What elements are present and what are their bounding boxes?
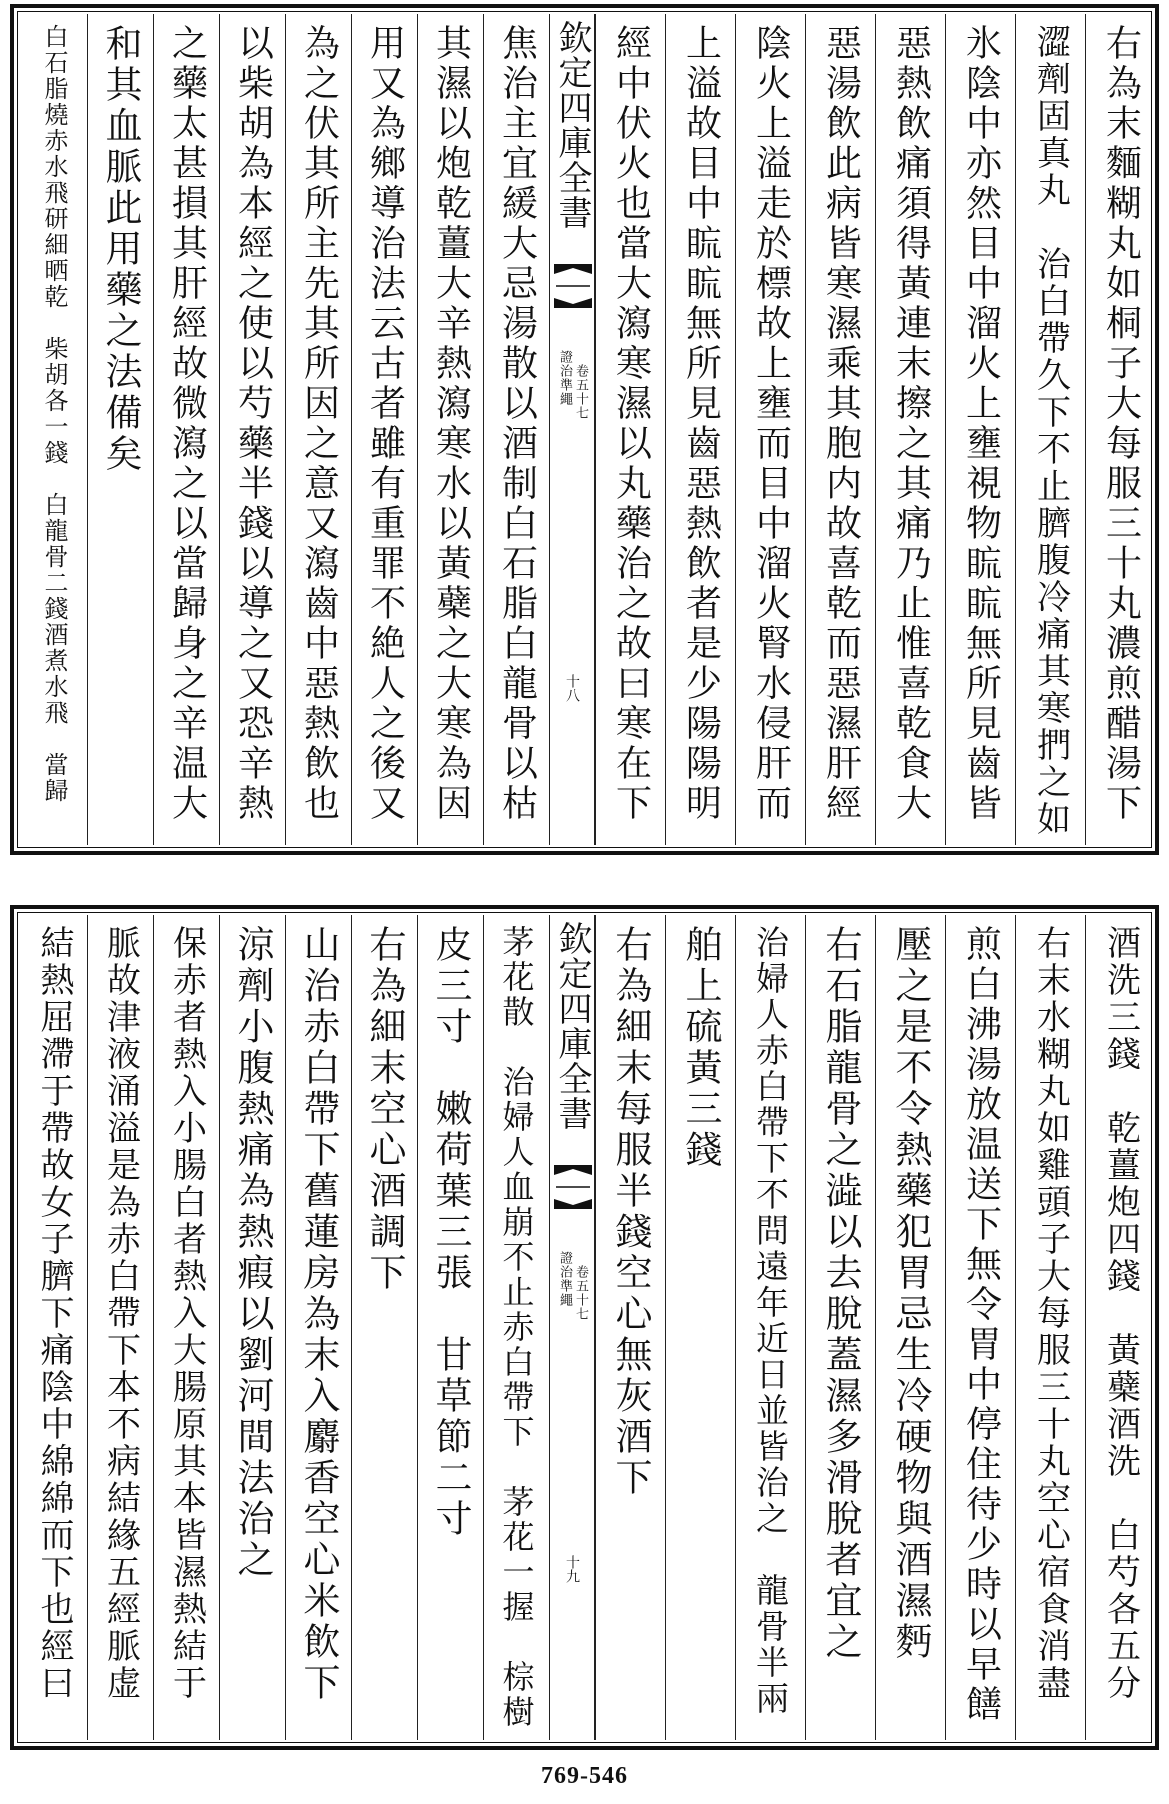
text-column: [153, 14, 219, 845]
column-text: 右石脂龍骨之澁以去脫蓋濕多滑脫者宜之: [819, 925, 862, 1663]
text-column: [735, 915, 805, 1740]
text-column: [735, 14, 805, 845]
column-text: 酒洗三錢 乾薑炮四錢 黃蘗酒洗 白芍各五分: [1100, 925, 1141, 1702]
spine-leaf-number: 十九: [564, 1555, 580, 1583]
text-column: [945, 14, 1015, 845]
column-text: 山治赤白帶下舊蓮房為末入麝香空心米飲下: [297, 925, 340, 1704]
text-column: [1015, 915, 1085, 1740]
text-column: [351, 14, 417, 845]
text-column: [483, 915, 549, 1740]
column-text: 焦治主宜緩大忌湯散以酒制白石脂白龍骨以枯: [496, 24, 538, 824]
bottom-page-columns: [21, 915, 1148, 1740]
column-text: 以柴胡為本經之使以芍藥半錢以導之又恐辛熱: [232, 24, 274, 824]
page-number: 769-546: [541, 1763, 628, 1789]
text-column: [417, 915, 483, 1740]
spine-book-title: 證治準繩: [557, 350, 572, 406]
text-column: [1015, 14, 1085, 845]
column-text: 脈故津液涌溢是為赤白帶下本不病結緣五經脈虚: [100, 925, 141, 1702]
text-column: [875, 915, 945, 1740]
text-column: [219, 915, 285, 1740]
column-text: 之藥太甚損其肝經故微瀉之以當歸身之辛温大: [166, 24, 208, 824]
text-column: [21, 915, 87, 1740]
spine-leaf-number: 十八: [564, 674, 580, 702]
text-column: [417, 14, 483, 845]
fish-tail-mark-icon: [554, 1165, 592, 1209]
top-page-columns: [21, 14, 1148, 845]
text-column: [1085, 14, 1155, 845]
text-column: [153, 915, 219, 1740]
column-text: 上溢故目中䀮䀮無所見齒惡熱飲者是少陽陽明: [680, 24, 722, 824]
column-text: 用又為鄉導治法云古者雖有重罪不絶人之後又: [364, 24, 406, 824]
spine-volume: 卷五十七: [573, 1265, 588, 1321]
column-text: 治婦人赤白帶下不問遠年近日並皆治之 龍骨半兩: [751, 925, 790, 1717]
column-text: 氷陰中亦然目中溜火上壅視物䀮䀮無所見齒皆: [960, 24, 1002, 824]
column-text: 為之伏其所主先其所因之意又瀉齒中惡熱飲也: [298, 24, 340, 824]
column-text: 茅花散 治婦人血崩不止赤白帶下 茅花一握 棕樹: [497, 925, 536, 1730]
fish-tail-mark-icon: [554, 264, 592, 308]
top-book-page: [10, 4, 1159, 855]
spine-book-title: 證治準繩: [557, 1251, 572, 1307]
text-column: [351, 915, 417, 1740]
column-text: 保赤者熱入小腸白者熱入大腸原其本皆濕熱結于: [166, 925, 207, 1702]
bottom-book-page: [10, 905, 1159, 1750]
book-spine: [549, 14, 595, 845]
column-text: 結熱屈滯于帶故女子臍下痛陰中綿綿而下也經曰: [34, 925, 74, 1702]
text-column: [1085, 915, 1155, 1740]
column-text: 惡熱飲痛須得黃連末擦之其痛乃止惟喜乾食大: [890, 24, 932, 824]
text-column: [665, 14, 735, 845]
text-column: [285, 14, 351, 845]
column-text: 白石脂燒赤水飛研細晒乾 柴胡各一錢 白龍骨二錢酒煮水飛 當歸: [40, 24, 68, 804]
text-column: [285, 915, 351, 1740]
column-text: 其濕以炮乾薑大辛熱瀉寒水以黃蘗之大寒為因: [430, 24, 472, 824]
text-column: [805, 915, 875, 1740]
spine-title: 欽定四庫全書: [552, 20, 592, 230]
text-column: [87, 915, 153, 1740]
text-column: [87, 14, 153, 845]
column-text: 和其血脈此用藥之法備矣: [99, 24, 142, 475]
text-column: [945, 915, 1015, 1740]
column-text: 陰火上溢走於標故上壅而目中溜火腎水侵肝而: [750, 24, 792, 824]
text-column: [21, 14, 87, 845]
column-text: 右末水糊丸如雞頭子大每服三十丸空心宿食消盡: [1030, 925, 1071, 1702]
column-text: 煎白沸湯放温送下無令胃中停住待少時以早饍: [960, 925, 1002, 1725]
column-text: 皮三寸 嫩荷葉三張 甘草節二寸: [429, 925, 472, 1540]
text-column: [595, 915, 665, 1740]
column-text: 舶上硫黃三錢: [679, 925, 722, 1171]
column-text: 經中伏火也當大瀉寒濕以丸藥治之故曰寒在下: [610, 24, 652, 824]
spine-title: 欽定四庫全書: [552, 921, 592, 1131]
column-text: 右為末麵糊丸如桐子大每服三十丸濃煎醋湯下: [1100, 24, 1142, 824]
column-text: 右為細末每服半錢空心無灰酒下: [609, 925, 652, 1499]
column-text: 壓之是不令熱藥犯胃忌生冷硬物與酒濕麪: [889, 925, 932, 1663]
column-text: 惡湯飲此病皆寒濕乘其胞内故喜乾而惡濕肝經: [820, 24, 862, 824]
column-text: 澀劑固真丸 治白帶久下不止臍腹冷痛其寒捫之如: [1030, 24, 1071, 838]
column-text: 右為細末空心酒調下: [363, 925, 406, 1294]
text-column: [595, 14, 665, 845]
spine-volume: 卷五十七: [573, 364, 588, 420]
text-column: [483, 14, 549, 845]
text-column: [875, 14, 945, 845]
text-column: [219, 14, 285, 845]
column-text: 涼劑小腹熱痛為熱瘕以劉河間法治之: [231, 925, 274, 1581]
text-column: [665, 915, 735, 1740]
text-column: [805, 14, 875, 845]
book-spine: [549, 915, 595, 1740]
